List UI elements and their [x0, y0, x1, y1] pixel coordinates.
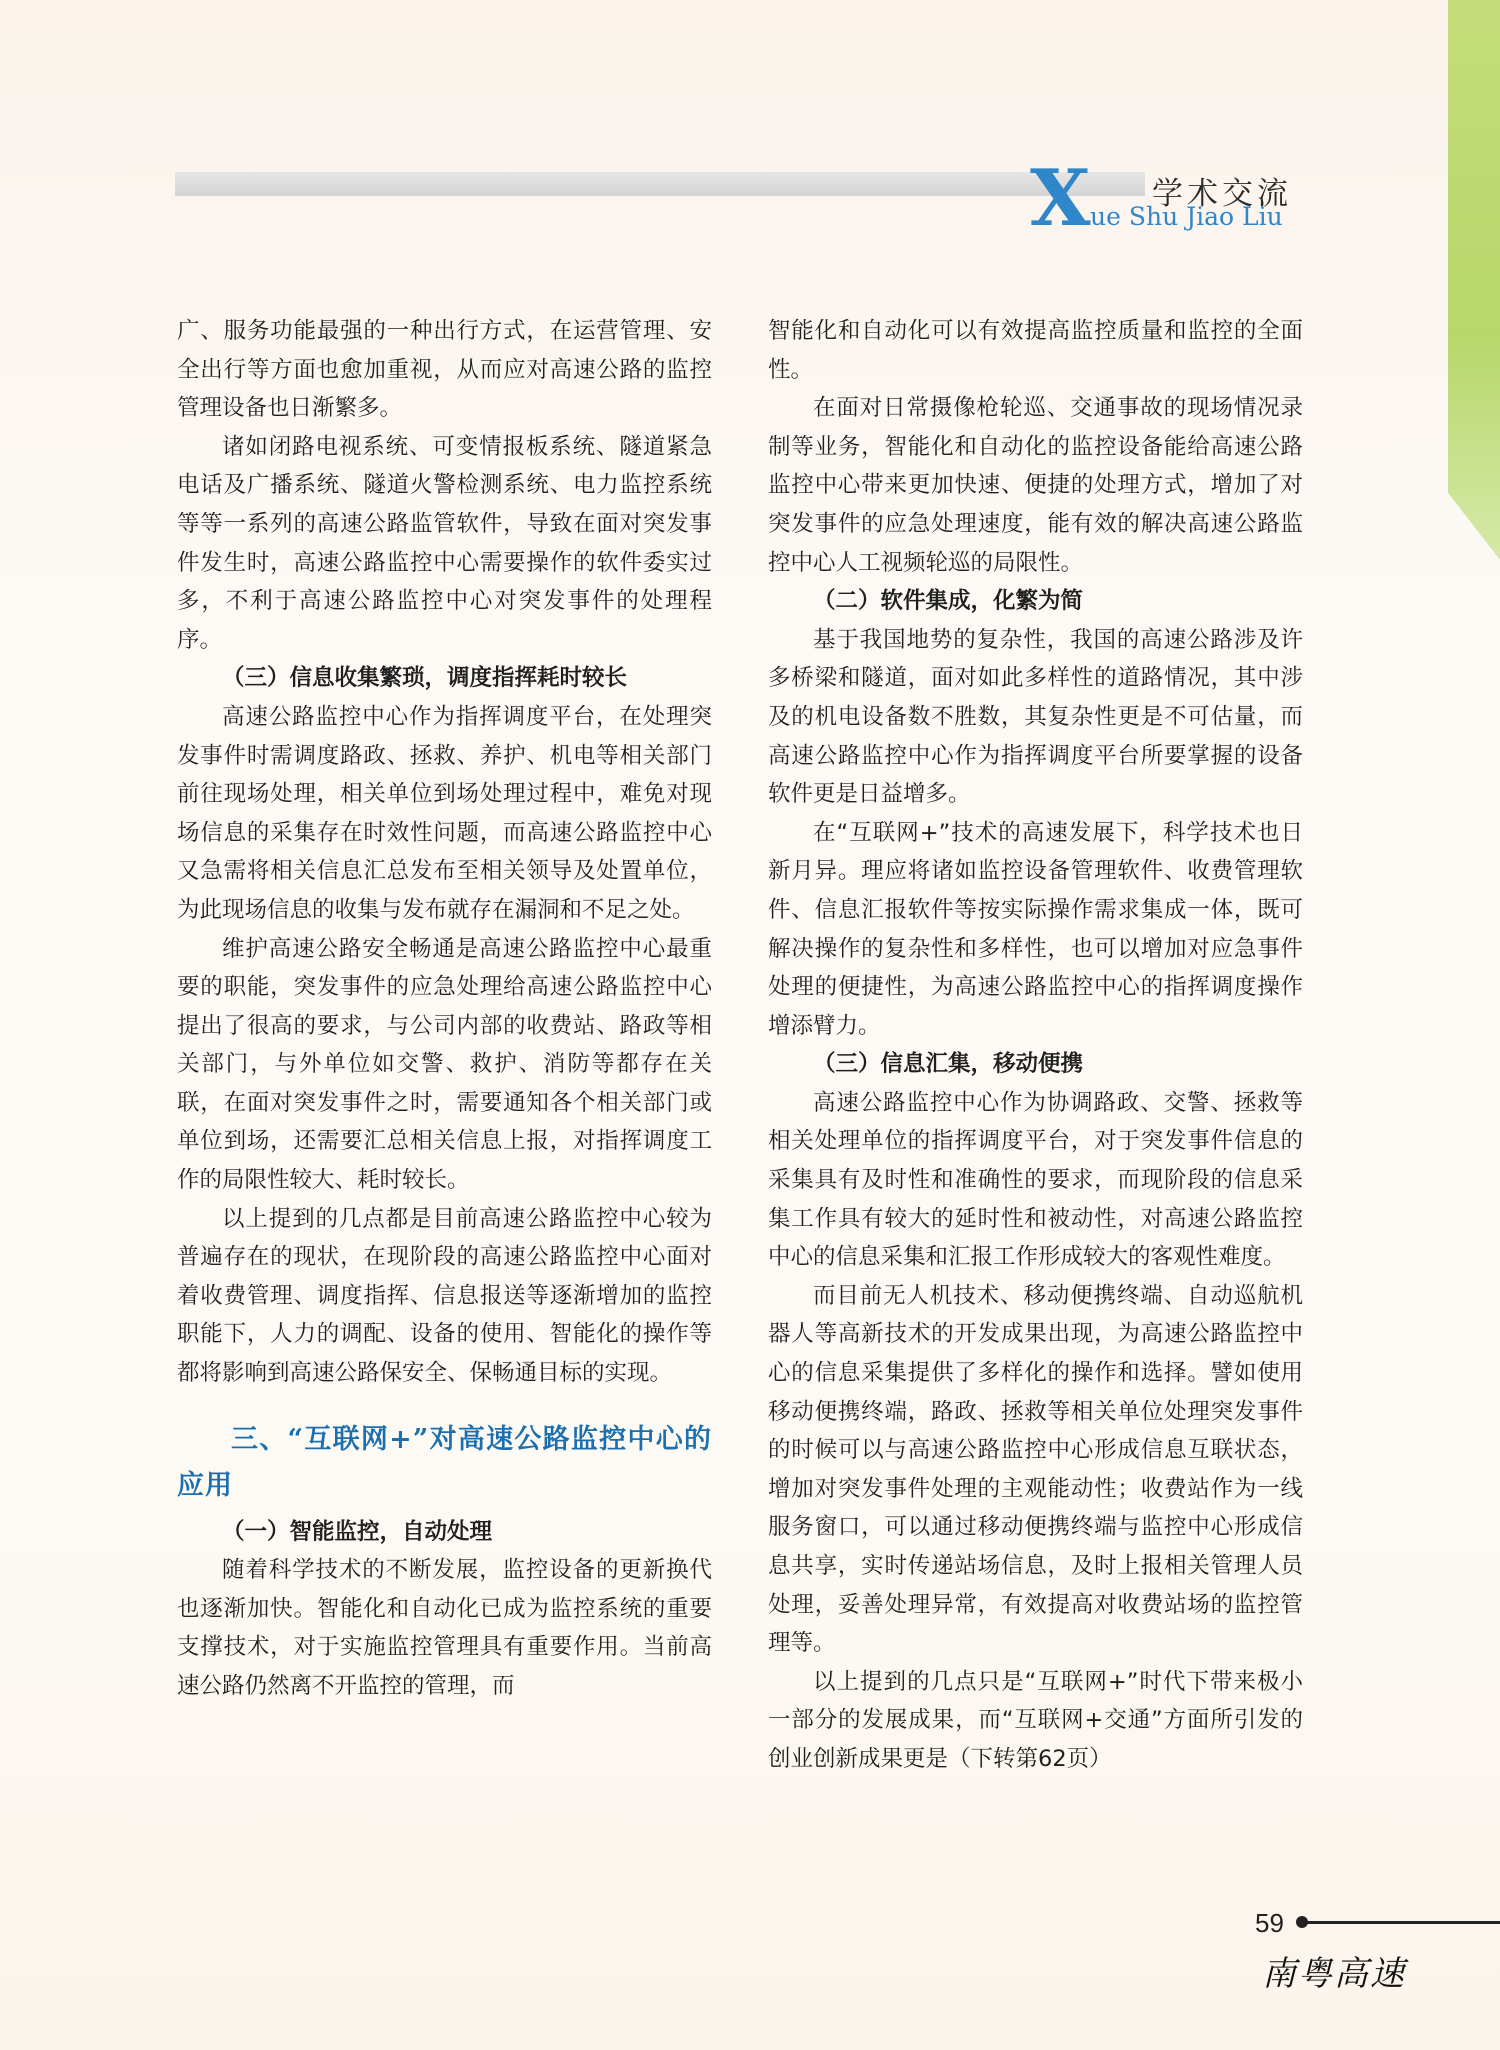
page-number: 59	[1255, 1908, 1284, 1938]
paragraph: 高速公路监控中心作为协调路政、交警、拯救等相关处理单位的指挥调度平台，对于突发事件信息的采集具有及时性和准确性的要求，而现阶段的信息采集工作具有较大的延时性和被动性，对高速公路监控中心的信息采集和汇报工作形成较大的客观性难度。	[768, 1089, 1303, 1271]
magazine-logo: 南粤高速	[1262, 1954, 1406, 1994]
paragraph: 在面对日常摄像枪轮巡、交通事故的现场情况录制等业务，智能化和自动化的监控设备能给高速公路监控中心带来更加快速、便捷的处理方式，增加了对突发事件的应急处理速度，能有效的解决高速公路监控中心人工视频轮巡的局限性。	[768, 395, 1303, 576]
subheading: （三）信息收集繁琐，调度指挥耗时较长	[222, 665, 628, 692]
section-heading: 三、“互联网+”对高速公路监控中心的应用	[177, 1423, 712, 1501]
subheading: （二）软件集成，化繁为简	[813, 588, 1084, 615]
paragraph: 基于我国地势的复杂性，我国的高速公路涉及许多桥梁和隧道，面对如此多样性的道路情况，其中涉及的机电设备数不胜数，其复杂性更是不可估量，而高速公路监控中心作为指挥调度平台所要掌握的设备软件更是日益增多。	[768, 626, 1303, 808]
paragraph: 智能化和自动化可以有效提高监控质量和监控的全面性。	[768, 318, 1303, 383]
paragraph: 维护高速公路安全畅通是高速公路监控中心最重要的职能，突发事件的应急处理给高速公路监控中心提出了很高的要求，与公司内部的收费站、路政等相关部门，与外单位如交警、救护、消防等都存在关联，在面对突发事件之时，需要通知各个相关部门或单位到场，还需要汇总相关信息上报，对指挥调度工作的局限性较大、耗时较长。	[177, 935, 712, 1194]
paragraph: 而目前无人机技术、移动便携终端、自动巡航机器人等高新技术的开发成果出现，为高速公路监控中心的信息采集提供了多样化的操作和选择。譬如使用移动便携终端，路政、拯救等相关单位处理突发事件的时候可以与高速公路监控中心形成信息互联状态，增加对突发事件处理的主观能动性；收费站作为一线服务窗口，可以通过移动便携终端与监控中心形成信息共享，实时传递站场信息，及时上报相关管理人员处理，妥善处理异常，有效提高对收费站场的监控管理等。	[768, 1282, 1303, 1657]
column-title-pinyin: ue Shu Jiao Liu	[1090, 202, 1283, 231]
paragraph: 以上提到的几点只是“互联网+”时代下带来极小一部分的发展成果，而“互联网+交通”方面所引发的创业创新成果更是（下转第62页）	[768, 1668, 1303, 1772]
subheading: （三）信息汇集，移动便携	[813, 1051, 1084, 1078]
header-bar	[175, 172, 1145, 196]
column-title: 学术交流	[1152, 176, 1292, 212]
left-column	[177, 312, 712, 1706]
right-column	[768, 312, 1303, 1779]
paragraph: 高速公路监控中心作为指挥调度平台，在处理突发事件时需调度路政、拯救、养护、机电等相关部门前往现场处理，相关单位到场处理过程中，难免对现场信息的采集存在时效性问题，而高速公路监控中心又急需将相关信息汇总发布至相关领导及处置单位，为此现场信息的收集与发布就存在漏洞和不足之处。	[177, 703, 712, 923]
header-initial-letter: X	[1030, 153, 1091, 244]
paragraph: 广、服务功能最强的一种出行方式，在运营管理、安全出行等方面也愈加重视，从而应对高速公路的监控管理设备也日渐繁多。	[177, 318, 712, 422]
paragraph: 诸如闭路电视系统、可变情报板系统、隧道紧急电话及广播系统、隧道火警检测系统、电力监控系统等等一系列的高速公路监管软件，导致在面对突发事件发生时，高速公路监控中心需要操作的软件委实过多，不利于高速公路监控中心对突发事件的处理程序。	[177, 433, 712, 653]
paragraph: 在“互联网+”技术的高速发展下，科学技术也日新月异。理应将诸如监控设备管理软件、收费管理软件、信息汇报软件等按实际操作需求集成一体，既可解决操作的复杂性和多样性，也可以增加对应急事件处理的便捷性，为高速公路监控中心的指挥调度操作增添臂力。	[768, 819, 1303, 1039]
decorative-green-strip	[1448, 0, 1500, 560]
subheading: （一）智能监控，自动处理	[222, 1518, 493, 1545]
paragraph: 随着科学技术的不断发展，监控设备的更新换代也逐渐加快。智能化和自动化已成为监控系统的重要支撑技术，对于实施监控管理具有重要作用。当前高速公路仍然离不开监控的管理，而	[177, 1557, 712, 1699]
paragraph: 以上提到的几点都是目前高速公路监控中心较为普遍存在的现状，在现阶段的高速公路监控中心面对着收费管理、调度指挥、信息报送等逐渐增加的监控职能下，人力的调配、设备的使用、智能化的操作等都将影响到高速公路保安全、保畅通目标的实现。	[177, 1205, 712, 1387]
page-rule	[1298, 1921, 1500, 1924]
